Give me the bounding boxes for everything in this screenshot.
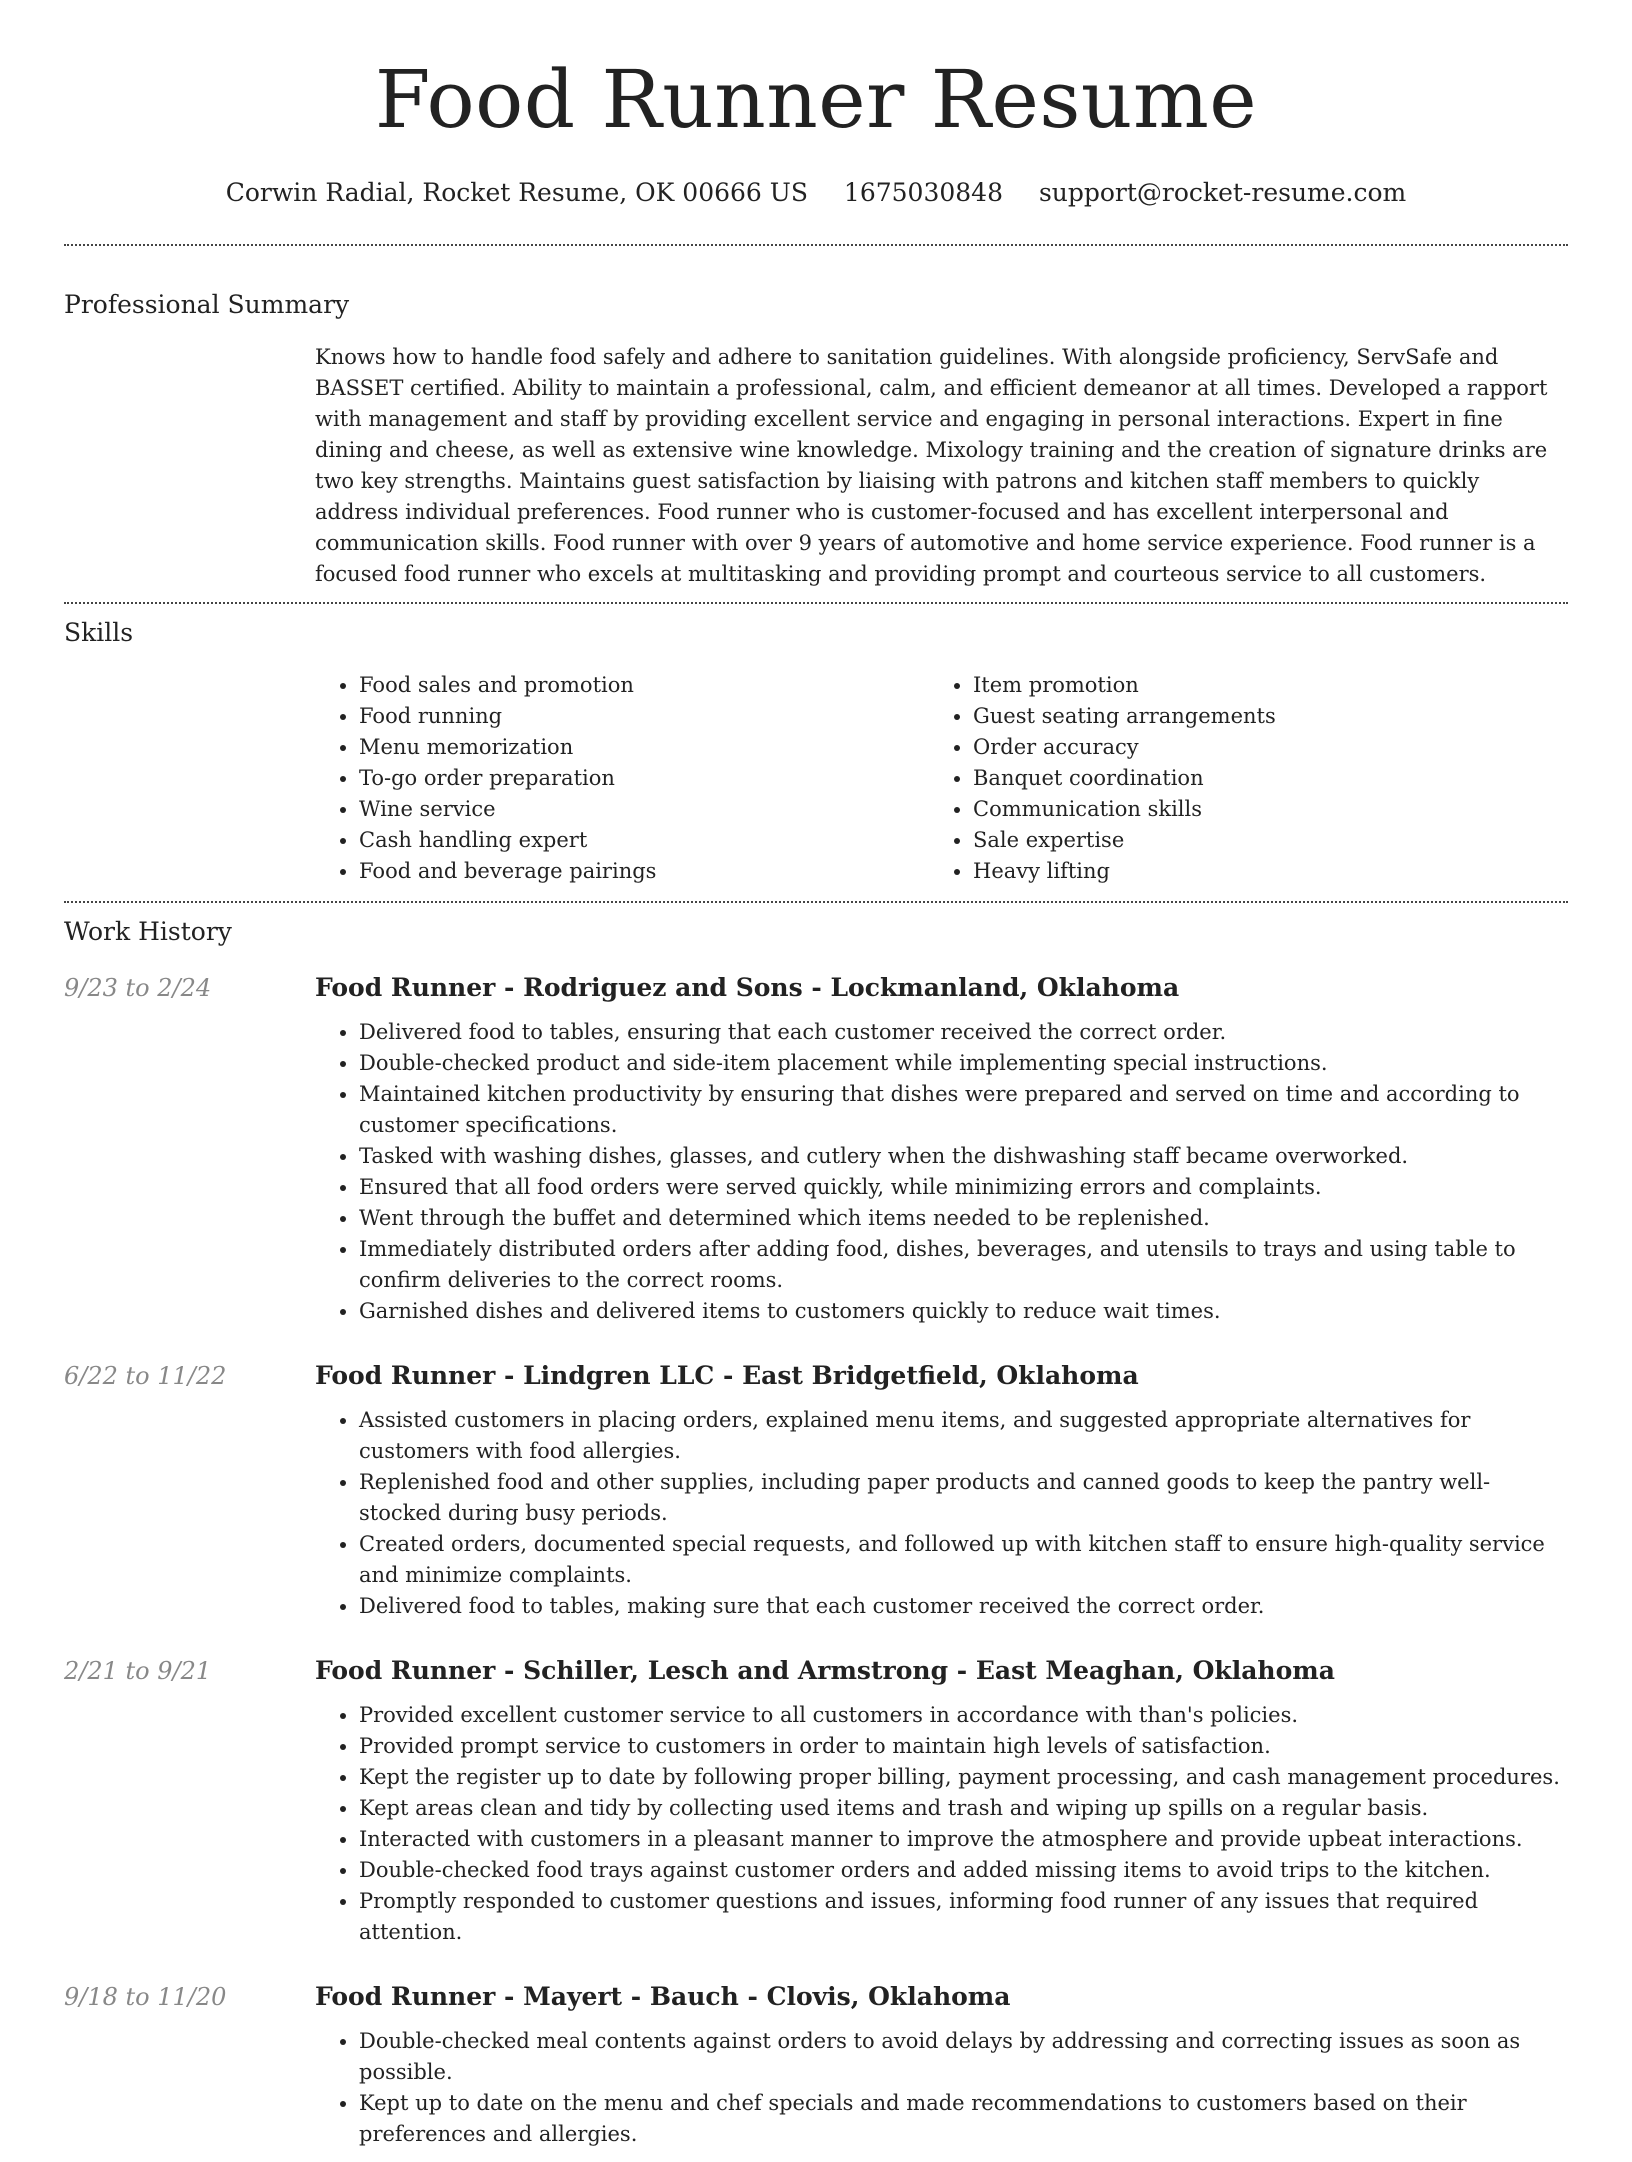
- job-dates: 6/22 to 11/22: [64, 1362, 227, 1390]
- skill-item: • Guest seating arrangements: [973, 701, 1543, 732]
- job-bullet: • Provided excellent customer service to all customers in accordance with than's policies.: [359, 1700, 1568, 1731]
- job-bullet: • Provided prompt service to customers in order to maintain high levels of satisfaction.: [359, 1731, 1568, 1762]
- job-bullet: • Kept areas clean and tidy by collecting used items and trash and wiping up spills on a regular basis.: [359, 1793, 1568, 1824]
- skill-item: • To-go order preparation: [359, 763, 929, 794]
- job-title: Food Runner - Schiller, Lesch and Armstrong - East Meaghan, Oklahoma: [315, 1656, 1335, 1685]
- job-bullet: • Double-checked food trays against customer orders and added missing items to avoid trips to the kitchen.: [359, 1855, 1568, 1886]
- job-entry: [64, 1359, 1568, 1634]
- job-bullets: [315, 1700, 1568, 1960]
- job-bullet: • Went through the buffet and determined which items needed to be replenished.: [359, 1203, 1568, 1234]
- job-body: [315, 1980, 1568, 2162]
- job-bullet: • Tasked with washing dishes, glasses, and cutlery when the dishwashing staff became overworked.: [359, 1141, 1568, 1172]
- summary-text: Knows how to handle food safely and adhere to sanitation guidelines. With alongside proficiency, ServSafe and BASSET certified. Ability to maintain a professional, calm, and efficient demeanor at all times. Developed a rapport with management and staff by providing excellent service and engaging in personal interactions. Expert in fine dining and cheese, as well as extensive wine knowledge. Mixology training and the creation of signature drinks are two key strengths. Maintains guest satisfaction by liaising with patrons and kitchen staff members to quickly address individual preferences. Food runner who is customer-focused and has excellent interpersonal and communication skills. Food runner with over 9 years of automotive and home service experience. Food runner is a focused food runner who excels at multitasking and providing prompt and courteous service to all customers.: [315, 345, 1548, 586]
- job-bullets: [315, 2026, 1568, 2162]
- skills-columns: [315, 670, 1568, 901]
- skill-item: • Food running: [359, 701, 929, 732]
- job-bullet: • Replenished food and other supplies, including paper products and canned goods to keep the pantry well-stocked during busy periods.: [359, 1467, 1568, 1529]
- job-bullet: • Kept the register up to date by following proper billing, payment processing, and cash management procedures.: [359, 1762, 1568, 1793]
- skill-item: • Order accuracy: [973, 732, 1543, 763]
- contact-email: support@rocket-resume.com: [1038, 178, 1407, 207]
- job-entry: [64, 971, 1568, 1339]
- job-entry: [64, 1654, 1568, 1960]
- job-title: Food Runner - Mayert - Bauch - Clovis, Oklahoma: [315, 1982, 1011, 2011]
- skills-list-left: [315, 670, 929, 887]
- skill-item: • Sale expertise: [973, 825, 1543, 856]
- skill-item: • Heavy lifting: [973, 856, 1543, 887]
- skill-item: • Menu memorization: [359, 732, 929, 763]
- skill-item: • Wine service: [359, 794, 929, 825]
- job-bullet: • Garnished dishes and delivered items to customers quickly to reduce wait times.: [359, 1296, 1568, 1327]
- section-heading-work: Work History: [64, 917, 232, 946]
- job-bullet: • Delivered food to tables, making sure that each customer received the correct order.: [359, 1591, 1568, 1622]
- job-bullet: • Kept up to date on the menu and chef specials and made recommendations to customers based on their preferences and allergies.: [359, 2088, 1568, 2150]
- section-heading-skills: Skills: [64, 618, 134, 647]
- job-bullet: • Immediately distributed orders after adding food, dishes, beverages, and utensils to trays and using table to confirm deliveries to the correct rooms.: [359, 1234, 1568, 1296]
- job-bullet: • Maintained kitchen productivity by ensuring that dishes were prepared and served on time and according to customer specifications.: [359, 1079, 1568, 1141]
- skill-item: • Banquet coordination: [973, 763, 1543, 794]
- job-bullet: • Promptly responded to customer questions and issues, informing food runner of any issues that required attention.: [359, 1886, 1568, 1948]
- job-title: Food Runner - Rodriguez and Sons - Lockmanland, Oklahoma: [315, 973, 1180, 1002]
- job-dates: 9/18 to 11/20: [64, 1983, 227, 2011]
- job-bullets: [315, 1017, 1568, 1339]
- job-bullet: • Created orders, documented special requests, and followed up with kitchen staff to ensure high-quality service and minimize complaints.: [359, 1529, 1568, 1591]
- skill-item: • Communication skills: [973, 794, 1543, 825]
- work-history-section: [64, 903, 1568, 2162]
- resume-title: Food Runner Resume: [374, 53, 1258, 146]
- skill-item: • Item promotion: [973, 670, 1543, 701]
- job-entry: [64, 1980, 1568, 2162]
- section-heading-summary: Professional Summary: [64, 290, 350, 319]
- job-dates: 2/21 to 9/21: [64, 1657, 212, 1685]
- skill-item: • Food and beverage pairings: [359, 856, 929, 887]
- job-title: Food Runner - Lindgren LLC - East Bridgetfield, Oklahoma: [315, 1361, 1139, 1390]
- job-bullet: • Assisted customers in placing orders, explained menu items, and suggested appropriate alternatives for customers with food allergies.: [359, 1405, 1568, 1467]
- contact-line: [64, 176, 1568, 210]
- job-bullets: [315, 1405, 1568, 1634]
- job-bullet: • Double-checked meal contents against orders to avoid delays by addressing and correcting issues as soon as possible.: [359, 2026, 1568, 2088]
- job-bullet: • Interacted with customers in a pleasant manner to improve the atmosphere and provide upbeat interactions.: [359, 1824, 1568, 1855]
- job-bullet: • Ensured that all food orders were served quickly, while minimizing errors and complaints.: [359, 1172, 1568, 1203]
- skills-list-right: [929, 670, 1543, 887]
- job-bullet: • Delivered food to tables, ensuring that each customer received the correct order.: [359, 1017, 1568, 1048]
- skill-item: • Food sales and promotion: [359, 670, 929, 701]
- job-dates: 9/23 to 2/24: [64, 974, 212, 1002]
- contact-phone: 1675030848: [843, 178, 1003, 207]
- skills-section: [64, 604, 1568, 901]
- job-body: [315, 1654, 1568, 1960]
- job-bullet: • Double-checked product and side-item placement while implementing special instructions.: [359, 1048, 1568, 1079]
- job-body: [315, 1359, 1568, 1634]
- skill-item: • Cash handling expert: [359, 825, 929, 856]
- professional-summary-section: [64, 246, 1568, 602]
- contact-address: Corwin Radial, Rocket Resume, OK 00666 US: [225, 178, 808, 207]
- job-body: [315, 971, 1568, 1339]
